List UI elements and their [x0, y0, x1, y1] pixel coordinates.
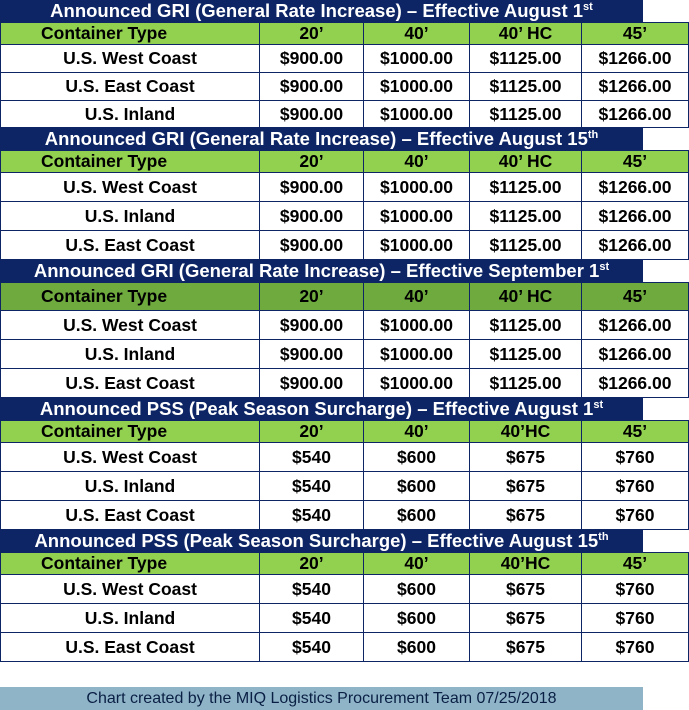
rate-cell: $1266.00 [582, 73, 689, 101]
rate-cell: $600 [364, 604, 470, 633]
column-header: 20’ [260, 421, 364, 443]
column-header: Container Type [1, 553, 260, 575]
column-header: Container Type [1, 23, 260, 45]
column-header: 40’ HC [470, 23, 582, 45]
rate-table [0, 552, 689, 662]
region-cell: U.S. East Coast [1, 231, 260, 260]
table-row [1, 231, 689, 260]
column-header: 40’ HC [470, 151, 582, 173]
rate-cell: $600 [364, 472, 470, 501]
rate-cell: $1266.00 [582, 173, 689, 202]
rate-cell: $760 [582, 443, 689, 472]
rate-table [0, 282, 689, 398]
column-header: 45’ [582, 421, 689, 443]
region-cell: U.S. Inland [1, 101, 260, 128]
rate-cell: $540 [260, 443, 364, 472]
rate-cell: $1000.00 [364, 231, 470, 260]
column-header: 40’ HC [470, 283, 582, 311]
region-cell: U.S. East Coast [1, 633, 260, 662]
rate-cell: $760 [582, 633, 689, 662]
rate-cell: $540 [260, 633, 364, 662]
region-cell: U.S. East Coast [1, 73, 260, 101]
section-gri-aug-1 [0, 0, 672, 128]
region-cell: U.S. Inland [1, 472, 260, 501]
rate-cell: $1125.00 [470, 231, 582, 260]
rate-cell: $1125.00 [470, 101, 582, 128]
table-row [1, 575, 689, 604]
region-cell: U.S. West Coast [1, 173, 260, 202]
rate-cell: $1125.00 [470, 311, 582, 340]
section-title: Announced GRI (General Rate Increase) – Effective September 1st [0, 260, 643, 282]
footer-credit: Chart created by the MIQ Logistics Procurement Team 07/25/2018 [0, 687, 643, 710]
rate-cell: $1125.00 [470, 340, 582, 369]
rate-cell: $1266.00 [582, 311, 689, 340]
rate-cell: $675 [470, 472, 582, 501]
region-cell: U.S. West Coast [1, 443, 260, 472]
column-header: 45’ [582, 23, 689, 45]
rate-cell: $900.00 [260, 202, 364, 231]
rate-cell: $900.00 [260, 340, 364, 369]
section-title: Announced GRI (General Rate Increase) – Effective August 1st [0, 0, 643, 22]
rate-cell: $1125.00 [470, 45, 582, 73]
table-row [1, 443, 689, 472]
table-header-row [1, 421, 689, 443]
section-pss-aug-1 [0, 398, 655, 530]
column-header: 40’ [364, 283, 470, 311]
column-header: 45’ [582, 151, 689, 173]
table-row [1, 73, 689, 101]
column-header: 20’ [260, 553, 364, 575]
rate-cell: $900.00 [260, 101, 364, 128]
table-row [1, 501, 689, 530]
column-header: 20’ [260, 151, 364, 173]
table-row [1, 604, 689, 633]
rate-cell: $1000.00 [364, 369, 470, 398]
column-header: Container Type [1, 151, 260, 173]
column-header: Container Type [1, 421, 260, 443]
rate-cell: $540 [260, 472, 364, 501]
section-gri-aug-15 [0, 128, 672, 260]
rate-cell: $540 [260, 604, 364, 633]
rate-table [0, 150, 689, 260]
column-header: Container Type [1, 283, 260, 311]
rate-cell: $900.00 [260, 45, 364, 73]
section-pss-aug-15 [0, 530, 655, 662]
rate-cell: $1266.00 [582, 231, 689, 260]
table-row [1, 202, 689, 231]
rate-cell: $760 [582, 575, 689, 604]
section-title: Announced GRI (General Rate Increase) – Effective August 15th [0, 128, 643, 150]
table-header-row [1, 151, 689, 173]
column-header: 20’ [260, 283, 364, 311]
rate-cell: $900.00 [260, 369, 364, 398]
rate-cell: $600 [364, 575, 470, 604]
region-cell: U.S. East Coast [1, 369, 260, 398]
rate-cell: $540 [260, 501, 364, 530]
rate-cell: $900.00 [260, 231, 364, 260]
rate-cell: $1000.00 [364, 101, 470, 128]
table-header-row [1, 283, 689, 311]
column-header: 45’ [582, 553, 689, 575]
rate-cell: $1000.00 [364, 202, 470, 231]
rate-cell: $900.00 [260, 173, 364, 202]
rate-cell: $1000.00 [364, 73, 470, 101]
rate-cell: $900.00 [260, 73, 364, 101]
region-cell: U.S. West Coast [1, 45, 260, 73]
column-header: 40’ [364, 151, 470, 173]
rate-cell: $675 [470, 575, 582, 604]
table-row [1, 369, 689, 398]
column-header: 40’ [364, 23, 470, 45]
rate-cell: $1266.00 [582, 202, 689, 231]
rate-cell: $600 [364, 501, 470, 530]
table-header-row [1, 553, 689, 575]
column-header: 20’ [260, 23, 364, 45]
table-row [1, 633, 689, 662]
rate-cell: $1000.00 [364, 45, 470, 73]
rate-cell: $900.00 [260, 311, 364, 340]
rate-table [0, 420, 689, 530]
table-row [1, 173, 689, 202]
column-header: 40’HC [470, 421, 582, 443]
rate-cell: $675 [470, 501, 582, 530]
rate-cell: $1000.00 [364, 311, 470, 340]
column-header: 45’ [582, 283, 689, 311]
region-cell: U.S. West Coast [1, 311, 260, 340]
table-row [1, 45, 689, 73]
column-header: 40’ [364, 553, 470, 575]
rate-cell: $600 [364, 633, 470, 662]
column-header: 40’ [364, 421, 470, 443]
rate-cell: $1125.00 [470, 73, 582, 101]
region-cell: U.S. Inland [1, 604, 260, 633]
rate-cell: $1000.00 [364, 173, 470, 202]
table-header-row [1, 23, 689, 45]
rate-cell: $760 [582, 501, 689, 530]
section-gri-sep-1 [0, 260, 672, 398]
region-cell: U.S. West Coast [1, 575, 260, 604]
rate-cell: $675 [470, 633, 582, 662]
rate-cell: $540 [260, 575, 364, 604]
table-row [1, 340, 689, 369]
rate-cell: $1125.00 [470, 369, 582, 398]
table-row [1, 101, 689, 128]
region-cell: U.S. Inland [1, 202, 260, 231]
rate-cell: $1125.00 [470, 173, 582, 202]
region-cell: U.S. East Coast [1, 501, 260, 530]
rate-cell: $1266.00 [582, 340, 689, 369]
rate-cell: $760 [582, 604, 689, 633]
region-cell: U.S. Inland [1, 340, 260, 369]
rate-table [0, 22, 689, 128]
table-row [1, 472, 689, 501]
section-title: Announced PSS (Peak Season Surcharge) – Effective August 15th [0, 530, 643, 552]
rate-cell: $1000.00 [364, 340, 470, 369]
rate-cell: $1266.00 [582, 369, 689, 398]
rate-cell: $760 [582, 472, 689, 501]
table-row [1, 311, 689, 340]
rate-cell: $1266.00 [582, 101, 689, 128]
column-header: 40’HC [470, 553, 582, 575]
rate-cell: $675 [470, 443, 582, 472]
section-title: Announced PSS (Peak Season Surcharge) – Effective August 1st [0, 398, 643, 420]
rate-cell: $600 [364, 443, 470, 472]
rate-cell: $675 [470, 604, 582, 633]
rate-cell: $1125.00 [470, 202, 582, 231]
rate-cell: $1266.00 [582, 45, 689, 73]
